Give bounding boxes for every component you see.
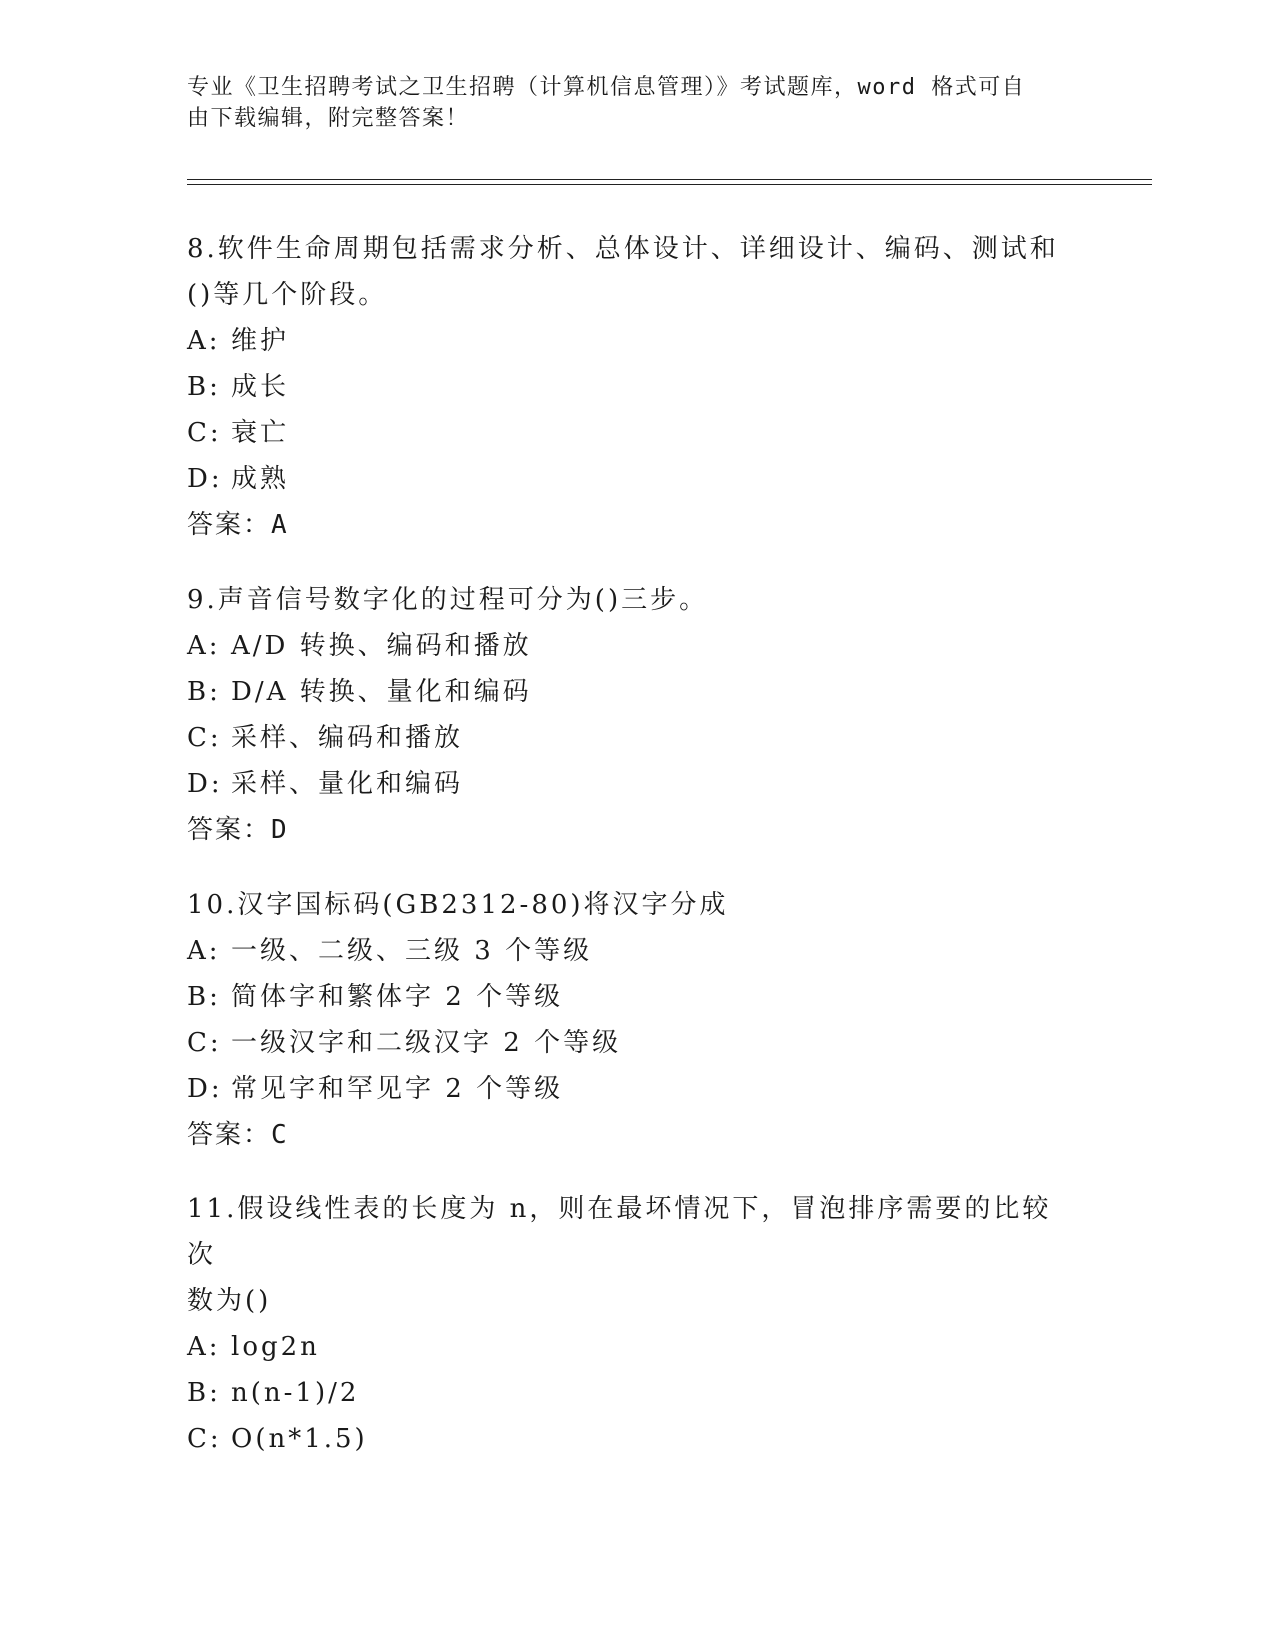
question-stem-line-1: 8.软件生命周期包括需求分析、总体设计、详细设计、编码、测试和 <box>187 234 1059 264</box>
option-a <box>187 623 1067 669</box>
document-header <box>187 72 1067 134</box>
question-11 <box>187 1186 1067 1462</box>
option-text: A/D 转换、编码和播放 <box>231 631 532 661</box>
option-b <box>187 974 1067 1020</box>
option-d <box>187 1066 1067 1112</box>
answer-label: 答案： <box>187 815 272 845</box>
answer-value: D <box>271 815 289 845</box>
option-text: 成熟 <box>231 464 290 494</box>
question-9 <box>187 577 1067 853</box>
option-c <box>187 715 1067 761</box>
question-stem-line-1: 11.假设线性表的长度为 n，则在最坏情况下，冒泡排序需要的比较次 <box>187 1194 1052 1270</box>
option-a <box>187 318 1067 364</box>
option-letter: A: <box>187 1332 221 1362</box>
answer-line <box>187 502 1067 548</box>
option-b <box>187 1370 1067 1416</box>
option-d <box>187 456 1067 502</box>
option-b <box>187 669 1067 715</box>
answer-value: C <box>271 1120 289 1150</box>
option-text: 采样、编码和播放 <box>231 723 464 753</box>
option-letter: D: <box>187 1074 223 1104</box>
option-text: n(n-1)/2 <box>231 1378 360 1408</box>
question-stem-line-2: ()等几个阶段。 <box>187 280 388 310</box>
option-letter: C: <box>187 1028 222 1058</box>
option-text: D/A 转换、量化和编码 <box>231 677 532 707</box>
option-c <box>187 1416 1067 1462</box>
option-letter: B: <box>187 677 221 707</box>
option-letter: A: <box>187 326 221 356</box>
option-letter: B: <box>187 982 221 1012</box>
answer-label: 答案： <box>187 1120 272 1150</box>
header-divider-top <box>187 179 1152 180</box>
option-letter: B: <box>187 1378 221 1408</box>
option-letter: A: <box>187 631 221 661</box>
header-line-2: 由下载编辑，附完整答案！ <box>187 106 470 131</box>
option-text: O(n*1.5) <box>231 1424 368 1454</box>
question-8 <box>187 226 1067 548</box>
option-letter: C: <box>187 723 222 753</box>
header-line-1: 专业《卫生招聘考试之卫生招聘（计算机信息管理）》考试题库，word 格式可自 <box>187 75 1026 100</box>
option-d <box>187 761 1067 807</box>
option-letter: D: <box>187 769 223 799</box>
answer-value: A <box>271 510 289 540</box>
option-letter: D: <box>187 464 223 494</box>
option-text: 简体字和繁体字 2 个等级 <box>231 982 564 1012</box>
option-text: 一级汉字和二级汉字 2 个等级 <box>231 1028 622 1058</box>
option-a <box>187 1324 1067 1370</box>
question-10 <box>187 882 1067 1158</box>
option-text: 一级、二级、三级 3 个等级 <box>231 936 593 966</box>
header-divider-bottom <box>187 184 1152 185</box>
option-letter: C: <box>187 1424 222 1454</box>
answer-label: 答案： <box>187 510 272 540</box>
answer-line <box>187 807 1067 853</box>
option-b <box>187 364 1067 410</box>
option-c <box>187 1020 1067 1066</box>
answer-line <box>187 1112 1067 1158</box>
option-letter: C: <box>187 418 222 448</box>
option-letter: A: <box>187 936 221 966</box>
option-letter: B: <box>187 372 221 402</box>
option-text: 维护 <box>231 326 290 356</box>
option-text: 成长 <box>231 372 290 402</box>
option-text: log2n <box>231 1332 320 1362</box>
option-text: 常见字和罕见字 2 个等级 <box>231 1074 564 1104</box>
option-a <box>187 928 1067 974</box>
question-stem-line-2: 数为() <box>187 1286 272 1316</box>
question-stem-line-1: 9.声音信号数字化的过程可分为()三步。 <box>187 585 709 615</box>
question-stem-line-1: 10.汉字国标码(GB2312-80)将汉字分成 <box>187 890 729 920</box>
option-text: 衰亡 <box>231 418 290 448</box>
option-c <box>187 410 1067 456</box>
option-text: 采样、量化和编码 <box>231 769 464 799</box>
